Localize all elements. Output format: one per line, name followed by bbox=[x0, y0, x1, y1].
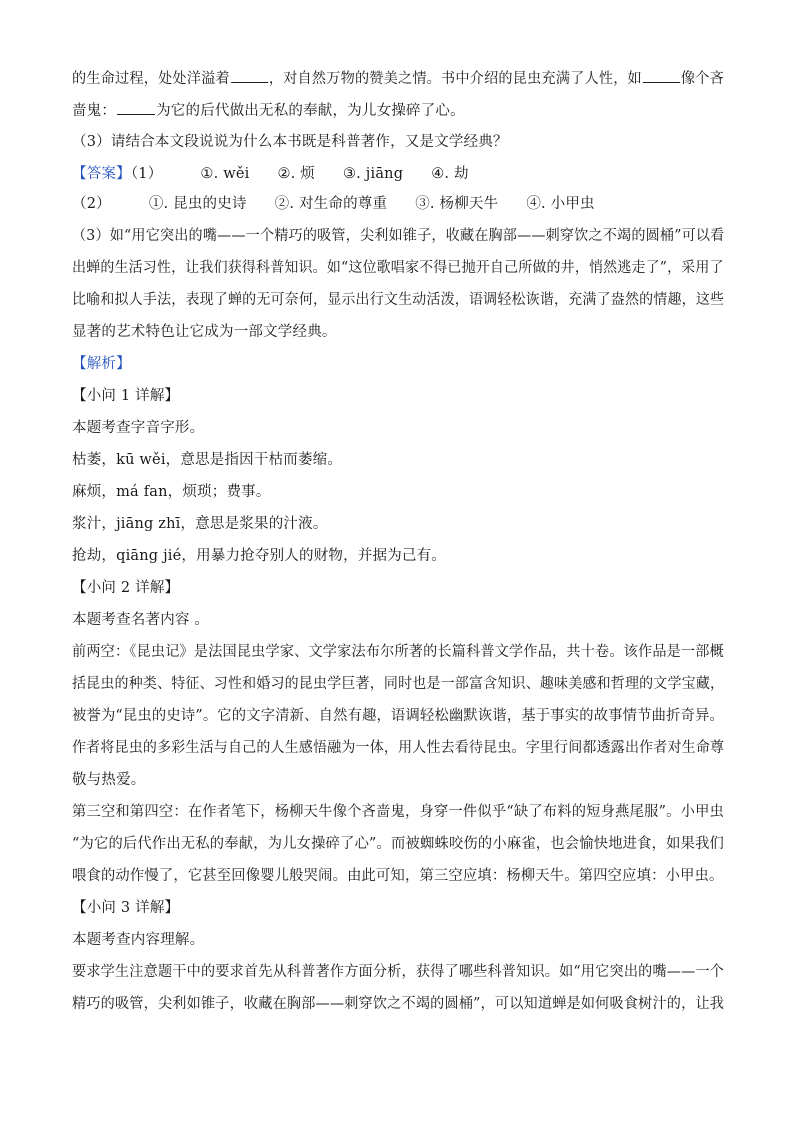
text-segment: 的生命过程，处处洋溢着 bbox=[72, 71, 230, 87]
answer-item: ②. 对生命的尊重 bbox=[274, 196, 388, 212]
analysis-line: 被誉为“昆虫的史诗”。它的文字清新、自然有趣，语调轻松幽默诙谐，基于事实的故事情节曲折奇异。 bbox=[72, 708, 725, 724]
analysis-line: 浆汁，jiāng zhī，意思是浆果的汁液。 bbox=[72, 516, 328, 532]
answer-item: ②. 烦 bbox=[277, 166, 315, 182]
text-segment: 为它的后代做出无私的奉献，为儿女操碎了心。 bbox=[156, 103, 465, 119]
analysis-label: 【解析】 bbox=[72, 356, 131, 372]
paragraph-line bbox=[72, 68, 724, 89]
analysis-line: 枯萎，kū wěi，意思是指因干枯而萎缩。 bbox=[72, 452, 343, 468]
analysis-line: 本题考查内容理解。 bbox=[72, 932, 205, 948]
answer-3-line: （3）如“用它突出的嘴——一个精巧的吸管，尖利如锥子，收藏在胸部——刺穿饮之不竭的圆桶”可以看 bbox=[72, 228, 725, 244]
answer-line-1 bbox=[72, 164, 469, 184]
analysis-line: 本题考查名著内容 。 bbox=[72, 612, 210, 628]
answer-blank bbox=[231, 68, 268, 83]
answer-item: ④. 小甲虫 bbox=[526, 196, 595, 212]
answer-index: （2） bbox=[72, 196, 111, 212]
answer-3-line: 比喻和拟人手法，表现了蝉的无可奈何，显示出行文生动活泼，语调轻松诙谐，充满了盎然的情趣，这些 bbox=[72, 292, 725, 308]
analysis-line: 前两空：《昆虫记》是法国昆虫学家、文学家法布尔所著的长篇科普文学作品，共十卷。该作品是一部概 bbox=[72, 644, 724, 660]
analysis-line: 麻烦，má fan，烦琐；费事。 bbox=[72, 484, 271, 500]
answer-label: 【答案】 bbox=[72, 166, 131, 182]
answer-blank bbox=[117, 100, 155, 115]
analysis-line: 抢劫，qiāng jié，用暴力抢夺别人的财物，并据为己有。 bbox=[72, 548, 447, 564]
analysis-line: “为它的后代作出无私的奉献，为儿女操碎了心”。而被蜘蛛咬伤的小麻雀，也会愉快地进食，如果我们 bbox=[72, 836, 725, 852]
analysis-line: 敬与热爱。 bbox=[72, 772, 146, 788]
answer-item: ①. wěi bbox=[200, 166, 250, 182]
text-segment: ，对自然万物的赞美之情。书中介绍的昆虫充满了人性，如 bbox=[268, 71, 642, 87]
answer-item: ①. 昆虫的史诗 bbox=[148, 196, 247, 212]
analysis-line: 喂食的动作慢了，它甚至回像婴儿般哭闹。由此可知，第三空应填：杨柳天牛。第四空应填：小甲虫。 bbox=[72, 868, 724, 884]
analysis-line: 作者将昆虫的多彩生活与自己的人生感悟融为一体，用人性去看待昆虫。字里行间都透露出作者对生命尊 bbox=[72, 740, 725, 756]
text-segment: 像个吝 bbox=[680, 71, 724, 87]
answer-item: ③. 杨柳天牛 bbox=[415, 196, 499, 212]
answer-index: （1） bbox=[130, 166, 163, 182]
answer-3-line: 显著的艺术特色让它成为一部文学经典。 bbox=[72, 324, 337, 340]
analysis-line: 精巧的吸管，尖利如锥子，收藏在胸部——刺穿饮之不竭的圆桶”，可以知道蝉是如何吸食树汁的，让我 bbox=[72, 996, 725, 1012]
answer-line-2 bbox=[72, 194, 595, 214]
question-3: （3）请结合本文段说说为什么本书既是科普著作，又是文学经典？ bbox=[72, 134, 508, 150]
paragraph-line bbox=[72, 100, 465, 121]
answer-item: ④. 劫 bbox=[431, 166, 469, 182]
answer-blank bbox=[643, 68, 680, 83]
analysis-line: 本题考查字音字形。 bbox=[72, 420, 205, 436]
answer-3-line: 出蝉的生活习性，让我们获得科普知识。如“这位歌唱家不得已抛开自己所做的井，悄然逃走了”，采用了 bbox=[72, 260, 724, 276]
text-segment: 啬鬼： bbox=[72, 103, 117, 119]
subquestion-1-title: 【小问 1 详解】 bbox=[72, 388, 180, 404]
answer-item: ③. jiāng bbox=[342, 166, 404, 182]
subquestion-2-title: 【小问 2 详解】 bbox=[72, 580, 180, 596]
analysis-line: 第三空和第四空：在作者笔下，杨柳天牛像个吝啬鬼，身穿一件似乎“缺了布料的短身燕尾服”。小甲虫 bbox=[72, 804, 725, 820]
analysis-line: 要求学生注意题干中的要求首先从科普著作方面分析，获得了哪些科普知识。如“用它突出的嘴——一个 bbox=[72, 964, 725, 980]
subquestion-3-title: 【小问 3 详解】 bbox=[72, 900, 180, 916]
analysis-line: 括昆虫的种类、特征、习性和婚习的昆虫学巨著，同时也是一部富含知识、趣味美感和哲理的文学宝藏， bbox=[72, 676, 725, 692]
